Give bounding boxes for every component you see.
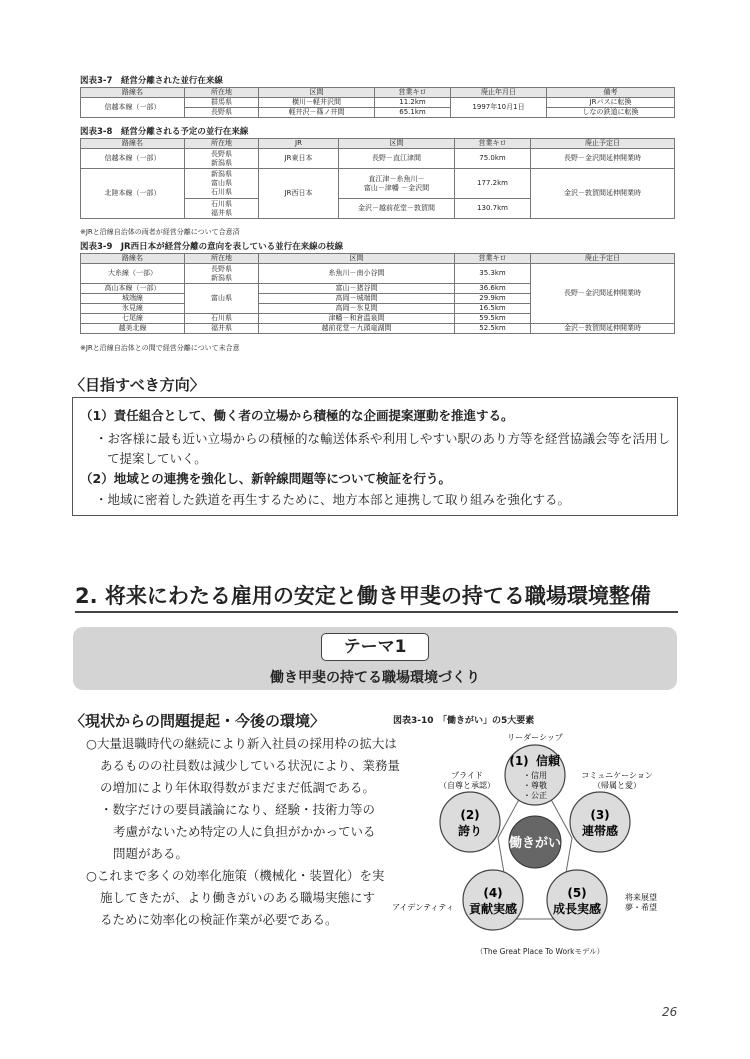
table1-header: 区間 [259, 88, 375, 98]
table-row [81, 98, 675, 108]
element-circle-4 [463, 870, 523, 930]
table2-note: ※JRと沿線自治体の両者が経営分離について合意済 [80, 228, 240, 236]
direction-item-1: （1）責任組合として、働く者の立場から積極的な企画提案運動を推進する。 [80, 408, 514, 423]
issue-line: ・数字だけの要員議論になり、経験・技術力等の [100, 802, 376, 817]
section-text: 直江津－糸魚川－ [368, 174, 425, 183]
section-heading: 2. 将来にわたる雇用の安定と働き甲斐の持てる職場環境整備 [75, 584, 651, 608]
table1-header: 営業キロ [375, 88, 451, 98]
pref-text: 石川県 [211, 199, 232, 208]
table-cell: JRバスに転換 [547, 98, 675, 108]
table3-caption: 図表3-9 JR西日本が経営分離の意向を表している並行在来線の枝線 [80, 242, 344, 252]
table3 [80, 253, 675, 334]
table2-caption: 図表3-8 経営分離される予定の並行在来線 [80, 127, 249, 137]
direction-item-2: （2）地域との連携を強化し、新幹線問題等について検証を行う。 [80, 471, 451, 486]
issues-heading: 〈現状からの問題提起・今後の環境〉 [70, 712, 326, 730]
table-cell: 130.7km [455, 199, 531, 219]
table-cell: 52.5km [455, 324, 531, 334]
element-2-num: (2) [460, 808, 480, 822]
pref-text: 新潟県 [211, 170, 232, 178]
table1-header: 備考 [547, 88, 675, 98]
table1-header: 廃止年月日 [451, 88, 547, 98]
pref-text: 富山県 [211, 179, 232, 187]
table3-header: 営業キロ [455, 254, 531, 264]
five-elements-diagram [385, 728, 675, 958]
table2-header: 所在地 [185, 139, 259, 149]
table3-header: 所在地 [185, 254, 259, 264]
table-cell: 津幡－和倉温泉間 [259, 314, 455, 324]
table2-header: 区間 [339, 139, 455, 149]
table3-header-row [81, 254, 675, 264]
table-cell: 36.6km [455, 284, 531, 294]
center-label: 働きがい [508, 836, 562, 851]
direction-item-2-sub: ・地域に密着した鉄道を再生するために、地方本部と連携して取り組みを強化する。 [95, 492, 571, 507]
table2-header-row [81, 139, 675, 149]
element-1-num: (1) [509, 754, 529, 768]
element-3-label: （帰属と愛） [593, 781, 641, 790]
table2-header: 営業キロ [455, 139, 531, 149]
table-cell: 長野－直江津間 [339, 149, 455, 169]
table2-header: JR [259, 139, 339, 149]
page-number: 26 [662, 1005, 678, 1019]
table-row [81, 169, 675, 199]
table-cell [339, 169, 455, 199]
table-cell: 群馬県 [185, 98, 259, 108]
section-rule [75, 611, 678, 613]
pref-text: 新潟県 [211, 158, 232, 167]
table-cell: 29.9km [455, 294, 531, 304]
table-cell: 糸魚川－南小谷間 [259, 264, 455, 284]
pref-text: 新潟県 [211, 273, 232, 282]
table-cell: 11.2km [375, 98, 451, 108]
element-4-title: 貢献実感 [468, 902, 518, 916]
table-cell: 越前花堂－九頭竜湖間 [259, 324, 455, 334]
table-cell: 富山－猪谷間 [259, 284, 455, 294]
table-cell: 高岡－氷見間 [259, 304, 455, 314]
issue-line: ○これまで多くの効率化施策（機械化・装置化）を実 [86, 868, 385, 883]
table-cell [185, 199, 259, 219]
table-cell: 北陸本線（一部） [81, 169, 185, 219]
issue-line: 問題がある。 [113, 846, 189, 861]
element-4-label: アイデンティティ [392, 903, 454, 912]
table-cell: 長野県 [185, 108, 259, 118]
table-cell: 軽井沢－篠ノ井間 [259, 108, 375, 118]
issue-line: 施してきたが、より働きがいのある職場実態にす [100, 890, 376, 905]
table-row [81, 149, 675, 169]
pref-text: 福井県 [211, 208, 232, 217]
table-cell: 金沢－敦賀間延伸開業時 [531, 324, 675, 334]
table-cell: 富山県 [185, 284, 259, 314]
table1-caption: 図表3-7 経営分離された並行在来線 [80, 76, 223, 86]
element-circle-5 [547, 870, 607, 930]
section-text: 富山－津幡 －金沢間 [363, 183, 430, 192]
theme-title: 働き甲斐の持てる職場環境づくり [270, 670, 480, 686]
element-circle-3 [570, 792, 630, 852]
table-cell [185, 169, 259, 199]
table-cell: 大糸線（一部） [81, 264, 185, 284]
table-cell: 金沢－越前花堂－敦賀間 [339, 199, 455, 219]
element-2-label: （自尊と承認） [439, 781, 495, 790]
table-cell: 高山本線（一部） [81, 284, 185, 294]
table-cell: 七尾線 [81, 314, 185, 324]
element-1-label: リーダーシップ [507, 733, 563, 742]
table-cell: 16.5km [455, 304, 531, 314]
table-cell: 高岡－城端間 [259, 294, 455, 304]
element-3-num: (3) [590, 808, 610, 822]
pref-text: 長野県 [211, 149, 232, 158]
figure-caption: 図表3-10 「働きがい」の5大要素 [393, 716, 535, 726]
table-row [81, 264, 675, 284]
pref-text: 長野県 [211, 264, 232, 273]
figure-footnote: （The Great Place To Workモデル） [475, 947, 605, 956]
table-cell: 越美北線 [81, 324, 185, 334]
table1-header: 所在地 [185, 88, 259, 98]
table3-header: 区間 [259, 254, 455, 264]
table-cell: 金沢－敦賀間延伸開業時 [531, 169, 675, 219]
table-cell: 信越本線（一部） [81, 98, 185, 118]
element-5-num: (5) [567, 886, 587, 900]
table-cell: 75.0km [455, 149, 531, 169]
table2 [80, 138, 675, 219]
element-circle-2 [440, 792, 500, 852]
table-cell: 横川－軽井沢間 [259, 98, 375, 108]
issue-line: ○大量退職時代の継続により新入社員の採用枠の拡大は [86, 736, 397, 751]
table-cell [185, 264, 259, 284]
element-3-label: コミュニケーション [581, 771, 653, 780]
issue-line: るために効率化の検証作業が必要である。 [100, 912, 338, 927]
table-cell: 1997年10月1日 [451, 98, 547, 118]
table-row [81, 324, 675, 334]
table-cell: 59.5km [455, 314, 531, 324]
element-1-item: ・公正 [523, 791, 547, 800]
element-2-title: 誇り [457, 824, 483, 838]
table1 [80, 87, 675, 118]
direction-item-1-sub: て提案していく。 [107, 451, 207, 466]
element-5-label: 将来展望 [625, 893, 657, 902]
table2-header: 廃止予定日 [531, 139, 675, 149]
table1-header-row [81, 88, 675, 98]
theme-label: テーマ1 [321, 633, 429, 661]
pref-text: 石川県 [211, 188, 232, 196]
element-1-title: 信頼 [535, 754, 561, 768]
issue-line: あるものの社員数は減少している状況により、業務量 [100, 758, 401, 773]
element-1-item: ・信用 [523, 771, 547, 780]
table-cell: 石川県 [185, 314, 259, 324]
table-cell: 氷見線 [81, 304, 185, 314]
table3-note: ※JRと沿線自治体との間で経営分離について未合意 [80, 344, 240, 352]
table-cell [185, 149, 259, 169]
element-4-num: (4) [483, 886, 503, 900]
direction-heading: 〈目指すべき方向〉 [70, 376, 205, 394]
table3-header: 路線名 [81, 254, 185, 264]
table2-header: 路線名 [81, 139, 185, 149]
table-cell: しなの鉄道に転換 [547, 108, 675, 118]
table-cell: 長野－金沢間延伸開業時 [531, 149, 675, 169]
table3-header: 廃止予定日 [531, 254, 675, 264]
element-5-label: 夢・希望 [625, 903, 657, 912]
table-cell: 信越本線（一部） [81, 149, 185, 169]
direction-item-1-sub: ・お客様に最も近い立場からの積極的な輸送体系や利用しやすい駅のあり方等を経営協議会等を活用し [95, 431, 671, 446]
table-cell: 65.1km [375, 108, 451, 118]
table-cell: JR東日本 [259, 149, 339, 169]
element-3-title: 連帯感 [581, 824, 619, 838]
table1-header: 路線名 [81, 88, 185, 98]
element-1-item: ・尊敬 [523, 781, 547, 790]
table-cell: 長野－金沢間延伸開業時 [531, 264, 675, 324]
element-5-title: 成長実感 [552, 902, 602, 916]
element-2-label: プライド [451, 771, 483, 780]
table-cell: 福井県 [185, 324, 259, 334]
table-cell: 城端線 [81, 294, 185, 304]
issue-line: 考慮がないため特定の人に負担がかかっている [113, 824, 376, 839]
table-cell: JR西日本 [259, 169, 339, 219]
table-cell: 35.3km [455, 264, 531, 284]
table-cell: 177.2km [455, 169, 531, 199]
issue-line: の増加により年休取得数がまだまだ低調である。 [100, 780, 376, 795]
